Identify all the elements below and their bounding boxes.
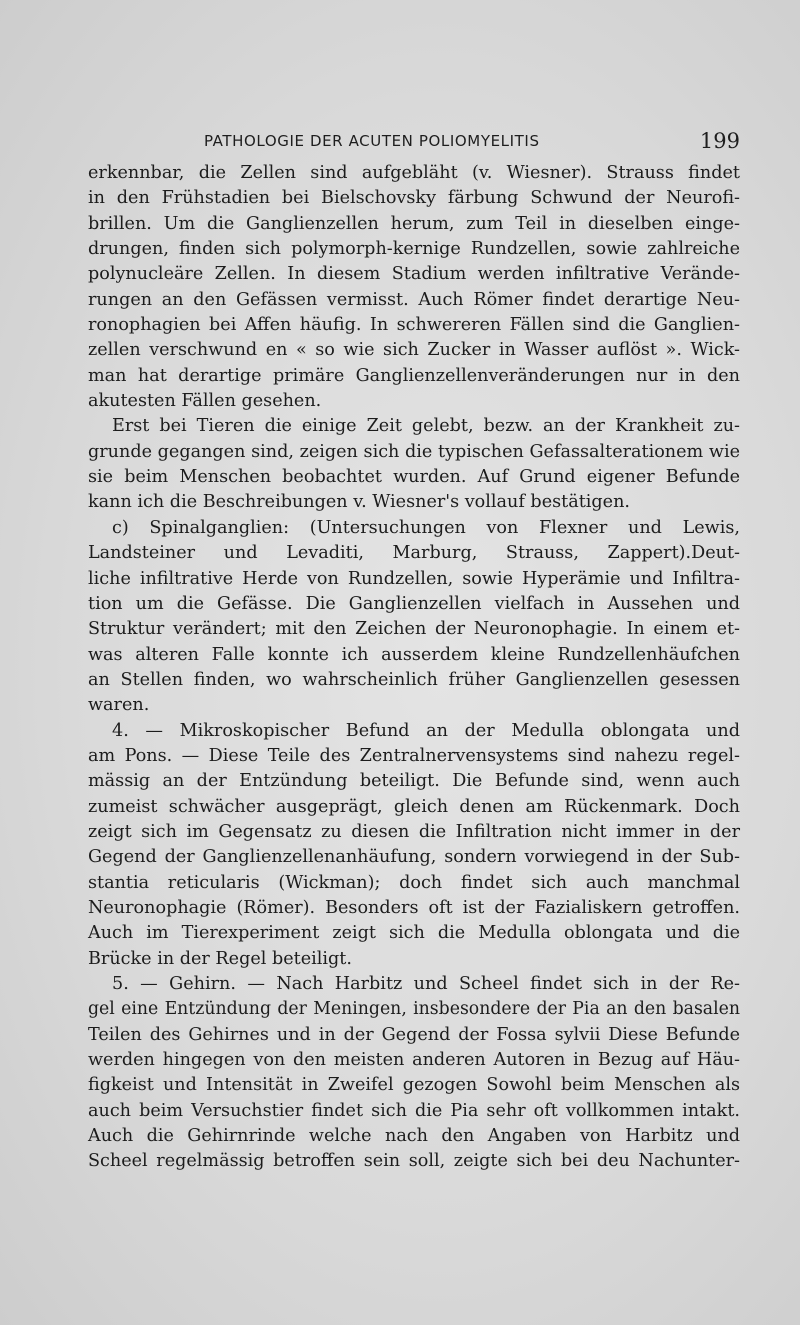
text-line: Auch die Gehirnrinde welche nach den Angaben von Harbitz und [88, 1126, 740, 1147]
text-line: Teilen des Gehirnes und in der Gegend der Fossa sylvii Diese Befunde [88, 1024, 740, 1045]
text-line: man hat derartige primäre Ganglienzellenveränderungen nur in den [88, 365, 740, 386]
text-line: erkennbar, die Zellen sind aufgebläht (v. Wiesner). Strauss findet [88, 163, 740, 183]
text-line: zumeist schwächer ausgeprägt, gleich denen am Rückenmark. Doch [88, 796, 740, 817]
text-line: Neuronophagie (Römer). Besonders oft ist der Fazialiskern getroffen. [88, 897, 740, 918]
text-line: waren. [88, 695, 150, 716]
text-line: rungen an den Gefässen vermisst. Auch Römer findet derartige Neu- [88, 289, 740, 310]
running-title: PATHOLOGIE DER ACUTEN POLIOMYELITIS [204, 132, 540, 150]
text-line: zeigt sich im Gegensatz zu diesen die Infiltration nicht immer in der [88, 821, 740, 842]
running-head [120, 130, 740, 160]
text-line: gel eine Entzündung der Meningen, insbesondere der Pia an den basalen [88, 999, 740, 1020]
page-number: 199 [699, 129, 740, 153]
text-line: Gegend der Ganglienzellenanhäufung, sondern vorwiegend in der Sub- [88, 847, 740, 868]
text-line: auch beim Versuchstier findet sich die Pia sehr oft vollkommen intakt. [88, 1100, 740, 1121]
text-line: tion um die Gefässe. Die Ganglienzellen vielfach in Aussehen und [88, 593, 740, 614]
text-line: am Pons. — Diese Teile des Zentralnervensystems sind nahezu regel- [88, 745, 740, 766]
text-line: Auch im Tierexperiment zeigt sich die Medulla oblongata und die [88, 923, 740, 944]
text-line: kann ich die Beschreibungen v. Wiesner's vollauf bestätigen. [88, 492, 630, 513]
text-line: stantia reticularis (Wickman); doch findet sich auch manchmal [88, 872, 740, 893]
text-line: drungen, finden sich polymorph-kernige Rundzellen, sowie zahlreiche [88, 239, 740, 260]
text-line: Landsteiner und Levaditi, Marburg, Strauss, Zappert).Deut- [88, 543, 740, 564]
text-line: 4. — Mikroskopischer Befund an der Medulla oblongata und [112, 720, 740, 741]
text-line: brillen. Um die Ganglienzellen herum, zum Teil in dieselben einge- [88, 213, 740, 234]
text-line: grunde gegangen sind, zeigen sich die typischen Gefassalterationem wie [88, 441, 740, 462]
text-line: figkeist und Intensität in Zweifel gezogen Sowohl beim Menschen als [88, 1075, 740, 1096]
text-line: polynucleäre Zellen. In diesem Stadium werden infiltrative Verände- [88, 264, 740, 285]
text-line: werden hingegen von den meisten anderen Autoren in Bezug auf Häu- [88, 1050, 740, 1071]
text-line: Brücke in der Regel beteiligt. [88, 948, 352, 969]
text-line: c) Spinalganglien: (Untersuchungen von Flexner und Lewis, [112, 517, 740, 538]
text-line: mässig an der Entzündung beteiligt. Die Befunde sind, wenn auch [88, 771, 740, 792]
text-line: sie beim Menschen beobachtet wurden. Auf Grund eigener Befunde [88, 467, 740, 488]
text-line: was alteren Falle konnte ich ausserdem kleine Rundzellenhäufchen [88, 644, 740, 665]
text-line: an Stellen finden, wo wahrscheinlich früher Ganglienzellen gesessen [88, 669, 740, 690]
body-text [88, 161, 740, 1175]
text-line: Erst bei Tieren die einige Zeit gelebt, bezw. an der Krankheit zu- [112, 416, 740, 437]
text-line: Struktur verändert; mit den Zeichen der Neuronophagie. In einem et- [88, 619, 740, 640]
text-line: zellen verschwund en « so wie sich Zucker in Wasser auflöst ». Wick- [88, 340, 740, 361]
text-line: akutesten Fällen gesehen. [88, 391, 322, 412]
text-line: ronophagien bei Affen häufig. In schwereren Fällen sind die Ganglien- [88, 315, 740, 336]
text-line: liche infiltrative Herde von Rundzellen, sowie Hyperämie und Infiltra- [88, 568, 740, 589]
text-line: Scheel regelmässig betroffen sein soll, zeigte sich bei deu Nachunter- [88, 1151, 740, 1172]
text-line: 5. — Gehirn. — Nach Harbitz und Scheel findet sich in der Re- [112, 974, 740, 994]
text-line: in den Frühstadien bei Bielschovsky färbung Schwund der Neurofi- [88, 188, 740, 209]
